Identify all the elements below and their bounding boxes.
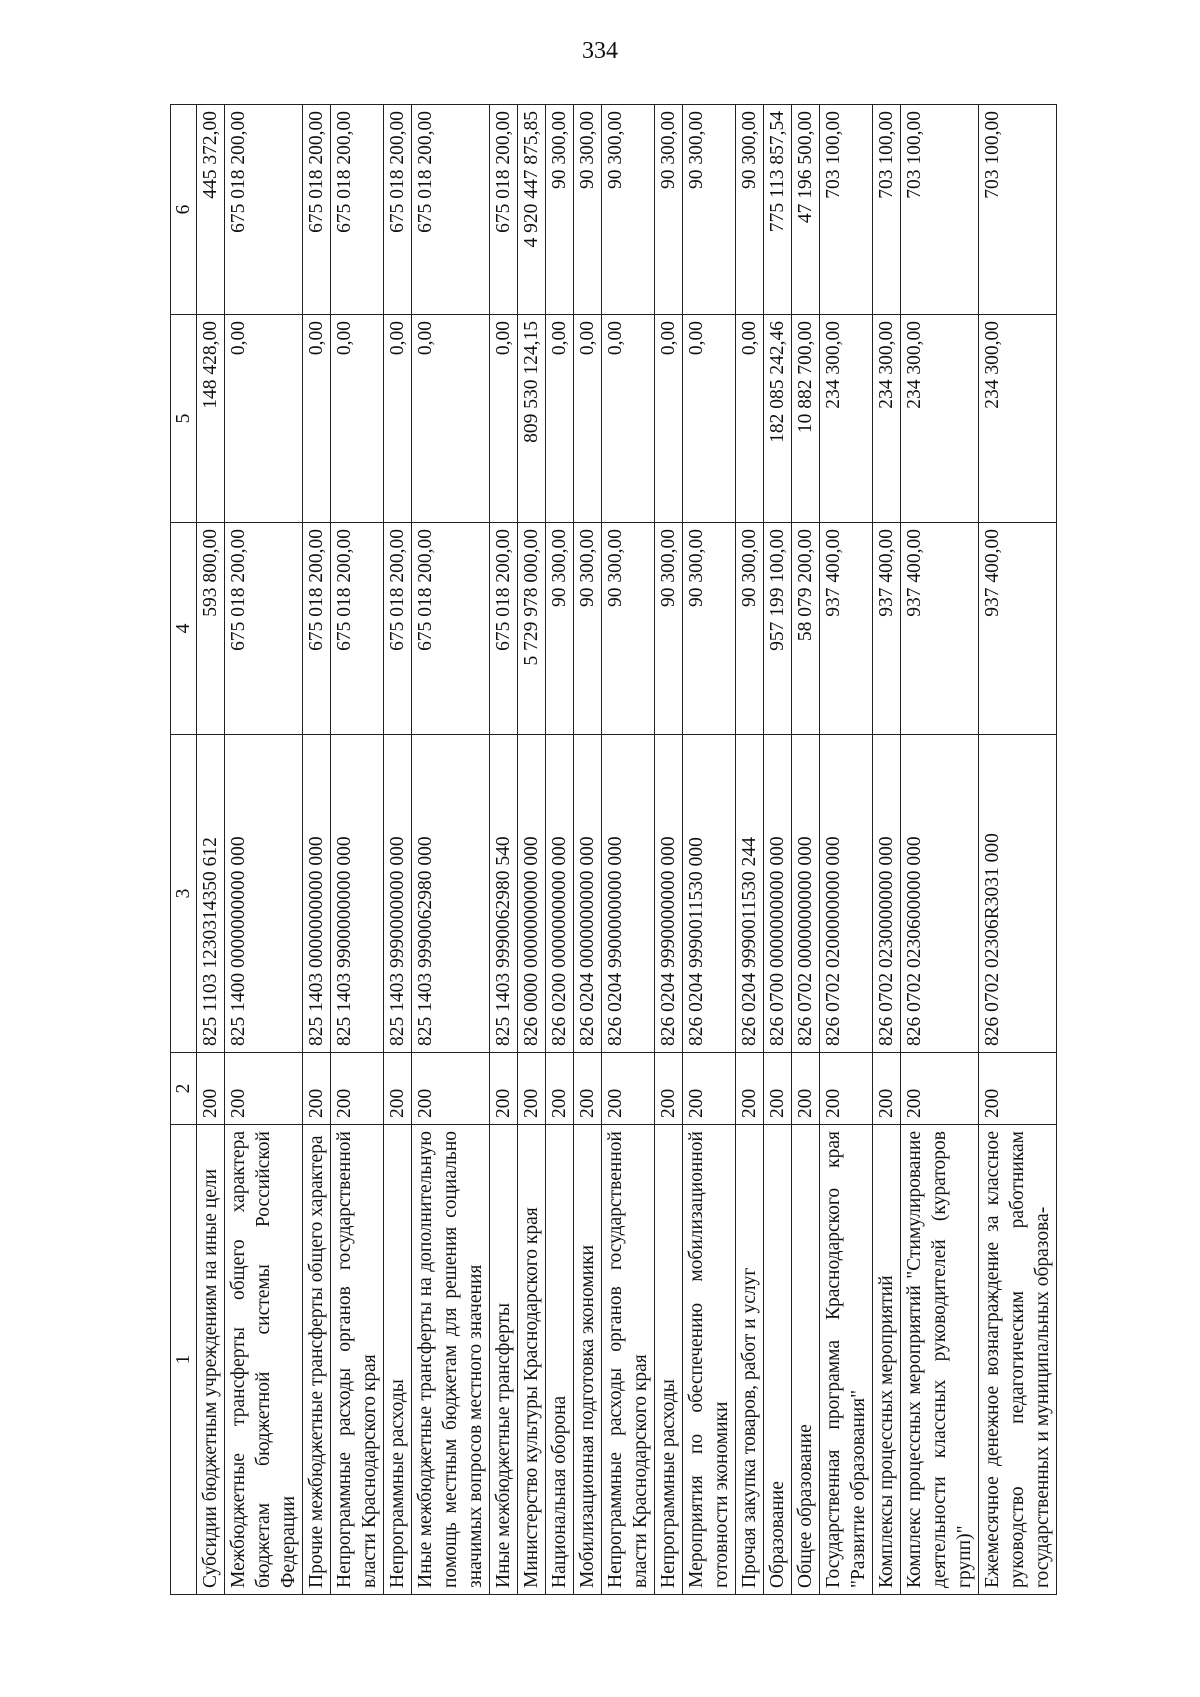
table-row — [873, 105, 901, 1595]
row-value-5: 234 300,00 — [873, 315, 901, 523]
row-value-4: 675 018 200,00 — [303, 523, 331, 735]
table-row — [518, 105, 546, 1595]
row-value-6: 675 018 200,00 — [384, 105, 412, 315]
row-value-4: 90 300,00 — [655, 523, 683, 735]
header-row — [171, 105, 197, 1595]
row-value-6: 90 300,00 — [655, 105, 683, 315]
row-value-6: 90 300,00 — [683, 105, 736, 315]
row-code-3: 825 1400 0000000000 000 — [225, 735, 303, 1053]
budget-table — [170, 104, 1057, 1595]
row-name: Непрограммные расходы органов государственной власти Краснодарского края — [602, 1125, 655, 1595]
row-code-2: 200 — [736, 1053, 764, 1125]
row-name: Министерство культуры Краснодарского края — [518, 1125, 546, 1595]
row-code-2: 200 — [655, 1053, 683, 1125]
row-value-6: 703 100,00 — [820, 105, 873, 315]
row-value-4: 937 400,00 — [979, 523, 1057, 735]
row-value-5: 0,00 — [225, 315, 303, 523]
row-name: Иные межбюджетные трансферты на дополнительную помощь местным бюджетам для решения социально значимых вопросов местного значения — [412, 1125, 490, 1595]
row-code-2: 200 — [901, 1053, 979, 1125]
row-value-6: 90 300,00 — [736, 105, 764, 315]
row-name: Непрограммные расходы — [384, 1125, 412, 1595]
row-code-3: 825 1403 9900000000 000 — [331, 735, 384, 1053]
row-value-5: 182 085 242,46 — [764, 315, 792, 523]
table-row — [546, 105, 574, 1595]
table-row — [820, 105, 873, 1595]
row-code-3: 826 0204 0000000000 000 — [574, 735, 602, 1053]
row-value-5: 0,00 — [412, 315, 490, 523]
row-code-3: 826 0204 9990011530 000 — [683, 735, 736, 1053]
row-code-2: 200 — [331, 1053, 384, 1125]
row-value-5: 0,00 — [546, 315, 574, 523]
row-value-4: 937 400,00 — [901, 523, 979, 735]
row-value-5: 234 300,00 — [901, 315, 979, 523]
table-row — [384, 105, 412, 1595]
table-row — [197, 105, 225, 1595]
rotated-table-wrapper — [170, 105, 1053, 1595]
row-code-2: 200 — [412, 1053, 490, 1125]
table-row — [225, 105, 303, 1595]
row-code-2: 200 — [873, 1053, 901, 1125]
row-value-4: 675 018 200,00 — [384, 523, 412, 735]
row-value-6: 675 018 200,00 — [490, 105, 518, 315]
table-row — [683, 105, 736, 1595]
table-row — [979, 105, 1057, 1595]
row-value-4: 675 018 200,00 — [412, 523, 490, 735]
row-value-6: 90 300,00 — [574, 105, 602, 315]
row-code-2: 200 — [490, 1053, 518, 1125]
row-code-3: 825 1403 0000000000 000 — [303, 735, 331, 1053]
table-row — [602, 105, 655, 1595]
row-value-4: 593 800,00 — [197, 523, 225, 735]
table-row — [901, 105, 979, 1595]
row-value-4: 58 079 200,00 — [792, 523, 820, 735]
row-value-5: 234 300,00 — [820, 315, 873, 523]
row-code-2: 200 — [820, 1053, 873, 1125]
row-code-3: 826 0702 0230600000 000 — [901, 735, 979, 1053]
row-value-6: 703 100,00 — [901, 105, 979, 315]
row-value-6: 90 300,00 — [546, 105, 574, 315]
row-value-5: 0,00 — [384, 315, 412, 523]
header-col-1: 1 — [171, 1125, 197, 1595]
row-value-5: 0,00 — [331, 315, 384, 523]
row-value-5: 0,00 — [736, 315, 764, 523]
row-value-4: 937 400,00 — [820, 523, 873, 735]
header-col-3: 3 — [171, 735, 197, 1053]
row-code-3: 826 0200 0000000000 000 — [546, 735, 574, 1053]
row-code-2: 200 — [546, 1053, 574, 1125]
row-value-6: 445 372,00 — [197, 105, 225, 315]
row-value-4: 90 300,00 — [574, 523, 602, 735]
row-code-3: 826 0000 0000000000 000 — [518, 735, 546, 1053]
row-code-2: 200 — [979, 1053, 1057, 1125]
row-code-2: 200 — [384, 1053, 412, 1125]
row-code-3: 825 1403 9990062980 540 — [490, 735, 518, 1053]
row-value-6: 47 196 500,00 — [792, 105, 820, 315]
page-number: 334 — [582, 38, 618, 64]
table-row — [764, 105, 792, 1595]
row-value-5: 809 530 124,15 — [518, 315, 546, 523]
row-name: Комплекс процессных мероприятий "Стимулирование деятельности классных руководителей (кураторов групп)" — [901, 1125, 979, 1595]
header-col-5: 5 — [171, 315, 197, 523]
row-value-5: 0,00 — [303, 315, 331, 523]
row-code-3: 826 0204 9900000000 000 — [602, 735, 655, 1053]
table-row — [331, 105, 384, 1595]
row-code-3: 826 0204 9990011530 244 — [736, 735, 764, 1053]
row-code-3: 826 0702 0000000000 000 — [792, 735, 820, 1053]
table-row — [412, 105, 490, 1595]
table-row — [792, 105, 820, 1595]
table-body — [197, 105, 1057, 1595]
row-name: Национальная оборона — [546, 1125, 574, 1595]
row-name: Прочие межбюджетные трансферты общего характера — [303, 1125, 331, 1595]
row-name: Общее образование — [792, 1125, 820, 1595]
row-value-4: 90 300,00 — [683, 523, 736, 735]
row-value-5: 0,00 — [574, 315, 602, 523]
row-value-4: 957 199 100,00 — [764, 523, 792, 735]
row-name: Иные межбюджетные трансферты — [490, 1125, 518, 1595]
row-value-5: 234 300,00 — [979, 315, 1057, 523]
table-row — [303, 105, 331, 1595]
row-value-6: 90 300,00 — [602, 105, 655, 315]
row-code-2: 200 — [764, 1053, 792, 1125]
row-name: Комплексы процессных мероприятий — [873, 1125, 901, 1595]
row-name: Субсидии бюджетным учреждениям на иные цели — [197, 1125, 225, 1595]
row-value-6: 703 100,00 — [979, 105, 1057, 315]
header-col-2: 2 — [171, 1053, 197, 1125]
row-code-2: 200 — [225, 1053, 303, 1125]
row-code-3: 825 1403 9990000000 000 — [384, 735, 412, 1053]
row-name: Образование — [764, 1125, 792, 1595]
row-value-4: 5 729 978 000,00 — [518, 523, 546, 735]
row-name: Мобилизационная подготовка экономики — [574, 1125, 602, 1595]
row-name: Ежемесячное денежное вознаграждение за классное руководство педагогическим работникам государственных и муниципальных образова- — [979, 1125, 1057, 1595]
table-row — [736, 105, 764, 1595]
row-name: Государственная программа Краснодарского края "Развитие образования" — [820, 1125, 873, 1595]
row-code-2: 200 — [683, 1053, 736, 1125]
row-value-5: 0,00 — [655, 315, 683, 523]
row-value-4: 675 018 200,00 — [490, 523, 518, 735]
row-code-2: 200 — [574, 1053, 602, 1125]
row-value-4: 90 300,00 — [736, 523, 764, 735]
row-value-4: 675 018 200,00 — [225, 523, 303, 735]
row-value-6: 4 920 447 875,85 — [518, 105, 546, 315]
row-code-2: 200 — [197, 1053, 225, 1125]
row-code-3: 826 0702 02306R3031 000 — [979, 735, 1057, 1053]
row-code-2: 200 — [792, 1053, 820, 1125]
row-name: Прочая закупка товаров, работ и услуг — [736, 1125, 764, 1595]
row-value-4: 90 300,00 — [546, 523, 574, 735]
row-code-2: 200 — [602, 1053, 655, 1125]
row-value-5: 148 428,00 — [197, 315, 225, 523]
header-col-6: 6 — [171, 105, 197, 315]
row-code-3: 826 0702 0230000000 000 — [873, 735, 901, 1053]
row-value-4: 675 018 200,00 — [331, 523, 384, 735]
row-value-4: 937 400,00 — [873, 523, 901, 735]
row-value-6: 675 018 200,00 — [331, 105, 384, 315]
row-value-5: 0,00 — [683, 315, 736, 523]
row-code-3: 825 1103 1230314350 612 — [197, 735, 225, 1053]
row-value-6: 775 113 857,54 — [764, 105, 792, 315]
row-value-5: 10 882 700,00 — [792, 315, 820, 523]
row-value-6: 703 100,00 — [873, 105, 901, 315]
header-col-4: 4 — [171, 523, 197, 735]
row-name: Непрограммные расходы органов государственной власти Краснодарского края — [331, 1125, 384, 1595]
row-code-3: 826 0204 9990000000 000 — [655, 735, 683, 1053]
row-name: Мероприятия по обеспечению мобилизационной готовности экономики — [683, 1125, 736, 1595]
row-name: Межбюджетные трансферты общего характера бюджетам бюджетной системы Российской Федерации — [225, 1125, 303, 1595]
row-value-5: 0,00 — [602, 315, 655, 523]
row-value-6: 675 018 200,00 — [225, 105, 303, 315]
row-code-3: 826 0702 0200000000 000 — [820, 735, 873, 1053]
table-row — [490, 105, 518, 1595]
table-row — [574, 105, 602, 1595]
row-code-2: 200 — [518, 1053, 546, 1125]
row-code-2: 200 — [303, 1053, 331, 1125]
row-code-3: 826 0700 0000000000 000 — [764, 735, 792, 1053]
row-value-5: 0,00 — [490, 315, 518, 523]
row-code-3: 825 1403 9990062980 000 — [412, 735, 490, 1053]
row-name: Непрограммные расходы — [655, 1125, 683, 1595]
row-value-6: 675 018 200,00 — [303, 105, 331, 315]
row-value-6: 675 018 200,00 — [412, 105, 490, 315]
table-row — [655, 105, 683, 1595]
row-value-4: 90 300,00 — [602, 523, 655, 735]
